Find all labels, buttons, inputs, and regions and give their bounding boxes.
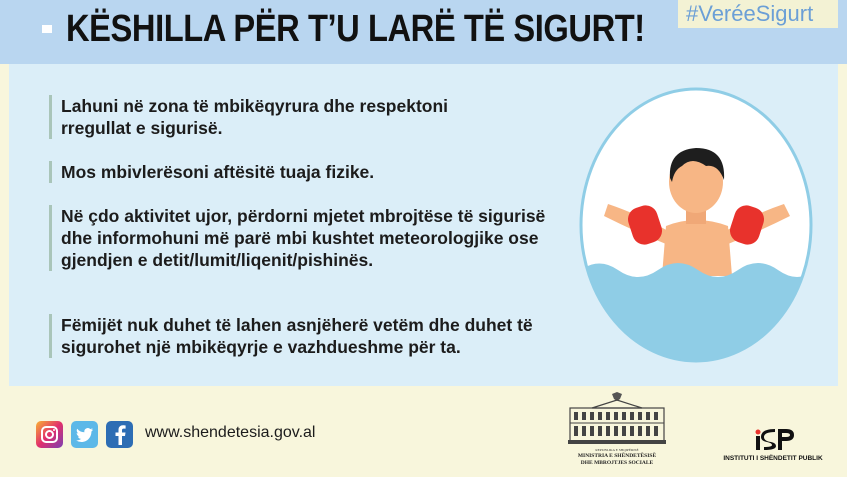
ministry-republic-label: REPUBLIKA E SHQIPËRISË [595,448,639,452]
title-bullet [42,25,52,33]
isp-name: INSTITUTI I SHËNDETIT PUBLIK [723,455,823,462]
instagram-icon[interactable] [36,421,63,448]
ministry-name-line2: DHE MBROJTJES SOCIALE [580,459,654,466]
isp-logo-icon [718,424,828,454]
ministry-name-line1: MINISTRIA E SHËNDETËSISË [577,453,657,459]
tip-item: Lahuni në zona të mbikëqyrura dhe respektoni rregullat e sigurisë. [49,95,519,139]
ministry-building-icon [564,392,670,448]
isp-logo [718,424,828,464]
hashtag-badge [678,0,838,28]
tip-item: Fëmijët nuk duhet të lahen asnjëherë vetëm dhe duhet të sigurohet një mbikëqyrje e vazhdueshme për ta. [49,314,609,358]
tip-item: Mos mbivlerësoni aftësitë tuaja fizike. [49,161,519,183]
facebook-icon[interactable] [106,421,133,448]
twitter-icon[interactable] [71,421,98,448]
hashtag-text: #VeréeSigurt [686,1,814,26]
swimmer-illustration [578,86,814,364]
page-title: KËSHILLA PËR T’U LARË TË SIGURT! [66,8,645,50]
social-links [36,421,133,448]
ministry-logo [564,392,670,472]
water-waves [578,263,814,364]
website-link[interactable]: www.shendetesia.gov.al [145,424,316,441]
tip-item: Në çdo aktivitet ujor, përdorni mjetet mbrojtëse të sigurisë dhe informohuni më parë mbi kushtet meteorologjike ose gjendjen e detit/lumit/liqenit/pishinës. [49,205,569,271]
ministry-name [564,453,670,466]
